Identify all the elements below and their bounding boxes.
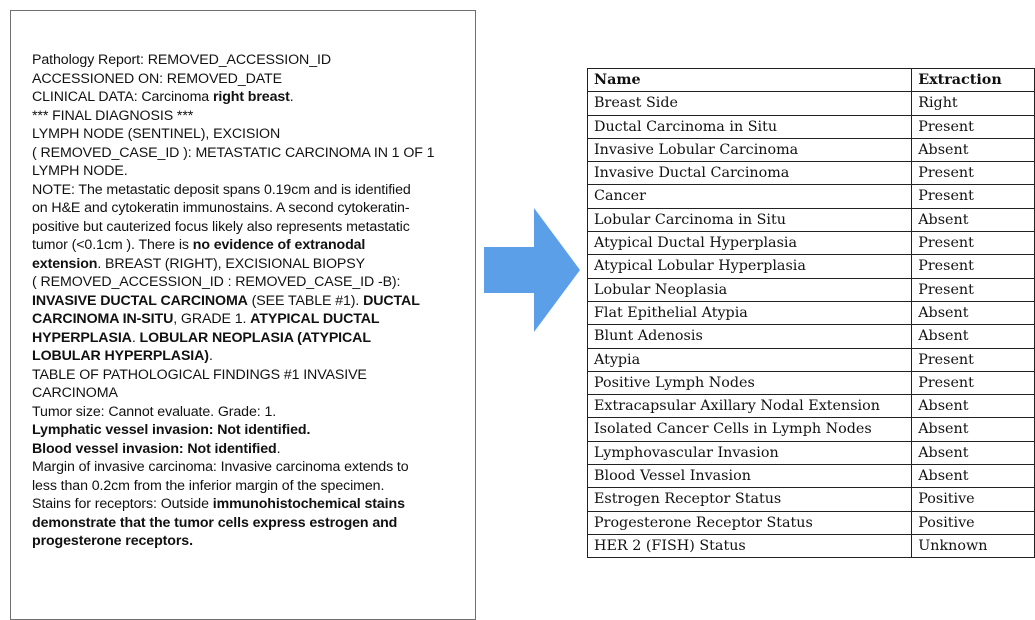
arrow-shape <box>484 208 580 332</box>
report-text-segment: ( REMOVED_CASE_ID ): METASTATIC CARCINOMA IN 1 OF 1 <box>32 144 435 161</box>
cell-name: Extracapsular Axillary Nodal Extension <box>588 395 912 418</box>
report-text-segment: NOTE: The metastatic deposit spans 0.19cm and is identified <box>32 181 411 198</box>
report-text-segment: LYMPH NODE. <box>32 163 128 179</box>
report-bold-text: CARCINOMA IN-SITU <box>32 311 174 327</box>
report-bold-text: demonstrate that the tumor cells express estrogen and <box>32 514 398 531</box>
report-text-segment: . BREAST (RIGHT), EXCISIONAL BIOPSY <box>97 255 366 272</box>
report-line <box>32 384 484 403</box>
cell-name: Cancer <box>588 185 912 208</box>
table-row <box>588 255 1035 278</box>
table-row <box>588 348 1035 371</box>
cell-name: Atypical Ductal Hyperplasia <box>588 232 912 255</box>
table-row <box>588 371 1035 394</box>
cell-name: Atypical Lobular Hyperplasia <box>588 255 912 278</box>
report-line <box>32 532 484 551</box>
report-line <box>32 70 484 89</box>
cell-extraction: Positive <box>912 488 1035 511</box>
table-row <box>588 185 1035 208</box>
report-text-segment: . <box>276 440 281 457</box>
report-bold-text: LOBULAR NEOPLASIA (ATYPICAL <box>139 329 371 346</box>
cell-extraction: Absent <box>912 395 1035 418</box>
report-text-segment: . <box>208 348 213 364</box>
table-row <box>588 115 1035 138</box>
table-header-row <box>588 69 1035 92</box>
cell-extraction: Absent <box>912 465 1035 488</box>
table-row <box>588 138 1035 161</box>
report-line <box>32 236 484 255</box>
table-row <box>588 418 1035 441</box>
cell-name: Invasive Lobular Carcinoma <box>588 138 912 161</box>
report-text-segment: Stains for receptors: Outside <box>32 496 213 512</box>
report-bold-text: progesterone receptors. <box>32 533 193 549</box>
report-bold-text: INVASIVE DUCTAL CARCINOMA <box>32 292 248 309</box>
cell-extraction: Present <box>912 371 1035 394</box>
cell-extraction: Present <box>912 278 1035 301</box>
report-bold-text: ATYPICAL DUCTAL <box>250 311 380 327</box>
cell-name: Lymphovascular Invasion <box>588 441 912 464</box>
pathology-report-text <box>32 51 484 551</box>
cell-extraction: Absent <box>912 325 1035 348</box>
cell-name: Positive Lymph Nodes <box>588 371 912 394</box>
table-row <box>588 278 1035 301</box>
report-line <box>32 144 484 163</box>
report-line <box>32 273 484 292</box>
table-row <box>588 534 1035 557</box>
cell-name: Ductal Carcinoma in Situ <box>588 115 912 138</box>
report-line <box>32 218 484 237</box>
report-bold-text: Lymphatic vessel invasion: Not identified. <box>32 422 311 438</box>
table-body <box>588 92 1035 558</box>
column-header-name: Name <box>588 69 912 92</box>
report-line <box>32 292 484 311</box>
report-text-segment: TABLE OF PATHOLOGICAL FINDINGS #1 INVASIVE <box>32 366 367 383</box>
cell-name: Breast Side <box>588 92 912 115</box>
cell-extraction: Present <box>912 162 1035 185</box>
cell-extraction: Present <box>912 255 1035 278</box>
table-row <box>588 325 1035 348</box>
table-row <box>588 301 1035 324</box>
report-text-segment: *** FINAL DIAGNOSIS *** <box>32 107 194 124</box>
report-line <box>32 199 484 218</box>
table-row <box>588 232 1035 255</box>
report-text-segment: . <box>131 329 140 346</box>
report-bold-text: HYPERPLASIA <box>32 329 132 346</box>
cell-name: Isolated Cancer Cells in Lymph Nodes <box>588 418 912 441</box>
cell-name: Estrogen Receptor Status <box>588 488 912 511</box>
report-line <box>32 495 484 514</box>
cell-extraction: Present <box>912 232 1035 255</box>
cell-extraction: Absent <box>912 208 1035 231</box>
report-text-segment: positive but cauterized focus likely also represents metastatic <box>32 218 410 235</box>
report-text-segment: ( REMOVED_ACCESSION_ID : REMOVED_CASE_ID -B): <box>32 274 401 290</box>
cell-extraction: Absent <box>912 138 1035 161</box>
report-bold-text: right breast <box>212 89 290 105</box>
report-line <box>32 51 484 70</box>
pathology-report-panel <box>10 10 476 620</box>
cell-name: Atypia <box>588 348 912 371</box>
report-text-segment: Pathology Report: REMOVED_ACCESSION_ID <box>32 52 331 68</box>
report-bold-text: no evidence of extranodal <box>192 237 366 253</box>
cell-name: Blunt Adenosis <box>588 325 912 348</box>
report-line <box>32 255 484 274</box>
cell-extraction: Present <box>912 348 1035 371</box>
report-text-segment: on H&E and cytokeratin immunostains. A second cytokeratin- <box>32 200 410 216</box>
cell-name: Lobular Carcinoma in Situ <box>588 208 912 231</box>
report-line <box>32 181 484 200</box>
report-bold-text: extension <box>32 255 98 272</box>
table-row <box>588 488 1035 511</box>
report-text-segment: less than 0.2cm from the inferior margin of the specimen. <box>32 477 385 494</box>
cell-name: Progesterone Receptor Status <box>588 511 912 534</box>
report-text-segment: Tumor size: Cannot evaluate. Grade: 1. <box>32 403 277 420</box>
report-line <box>32 125 484 144</box>
table-row <box>588 441 1035 464</box>
report-line <box>32 162 484 181</box>
table-row <box>588 162 1035 185</box>
column-header-extraction: Extraction <box>912 69 1035 92</box>
report-text-segment: tumor (<0.1cm ). There is <box>32 237 193 253</box>
report-line <box>32 310 484 329</box>
table-row <box>588 208 1035 231</box>
report-text-segment: CLINICAL DATA: Carcinoma <box>32 89 213 105</box>
report-line <box>32 107 484 126</box>
report-line <box>32 347 484 366</box>
report-line <box>32 88 484 107</box>
cell-name: Lobular Neoplasia <box>588 278 912 301</box>
cell-name: Flat Epithelial Atypia <box>588 301 912 324</box>
report-bold-text: immunohistochemical stains <box>212 496 405 512</box>
report-line <box>32 458 484 477</box>
cell-name: HER 2 (FISH) Status <box>588 534 912 557</box>
cell-name: Invasive Ductal Carcinoma <box>588 162 912 185</box>
cell-extraction: Unknown <box>912 534 1035 557</box>
table-row <box>588 465 1035 488</box>
cell-name: Blood Vessel Invasion <box>588 465 912 488</box>
report-text-segment: (SEE TABLE #1). <box>247 292 364 309</box>
right-arrow-icon <box>476 200 586 340</box>
cell-extraction: Absent <box>912 418 1035 441</box>
extraction-table <box>587 68 1035 558</box>
cell-extraction: Right <box>912 92 1035 115</box>
report-line <box>32 366 484 385</box>
table-row <box>588 92 1035 115</box>
report-bold-text: LOBULAR HYPERPLASIA) <box>32 348 209 364</box>
report-text-segment: Margin of invasive carcinoma: Invasive carcinoma extends to <box>32 459 409 475</box>
report-text-segment: , GRADE 1. <box>173 311 251 327</box>
report-bold-text: Blood vessel invasion: Not identified <box>32 440 277 457</box>
report-line <box>32 514 484 533</box>
table-row <box>588 511 1035 534</box>
report-text-segment: ACCESSIONED ON: REMOVED_DATE <box>32 70 282 87</box>
report-text-segment: . <box>289 89 294 105</box>
report-bold-text: DUCTAL <box>363 292 420 309</box>
report-line <box>32 403 484 422</box>
cell-extraction: Present <box>912 185 1035 208</box>
cell-extraction: Positive <box>912 511 1035 534</box>
report-text-segment: CARCINOMA <box>32 385 118 401</box>
cell-extraction: Present <box>912 115 1035 138</box>
report-line <box>32 477 484 496</box>
table-row <box>588 395 1035 418</box>
report-line <box>32 440 484 459</box>
cell-extraction: Absent <box>912 301 1035 324</box>
report-line <box>32 421 484 440</box>
report-text-segment: LYMPH NODE (SENTINEL), EXCISION <box>32 126 281 142</box>
cell-extraction: Absent <box>912 441 1035 464</box>
report-line <box>32 329 484 348</box>
